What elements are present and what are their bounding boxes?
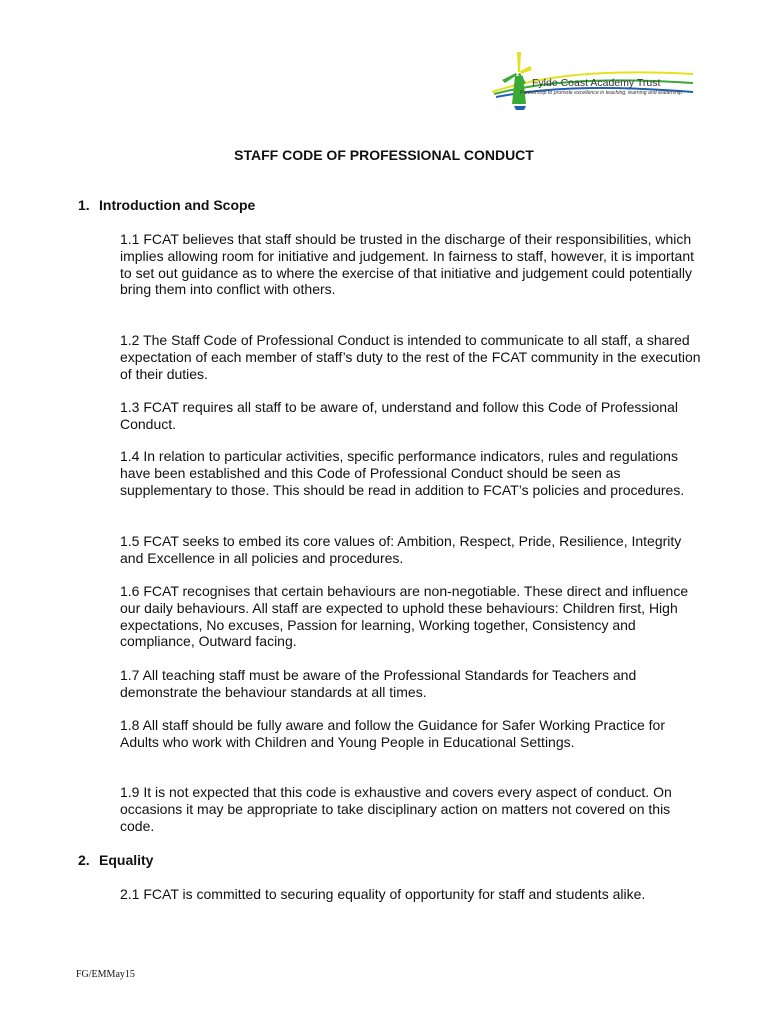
paragraph-1-8: 1.8 All staff should be fully aware and follow the Guidance for Safer Working Practice for Adults who work with Children and Young People in Educational Settings. <box>120 717 665 750</box>
paragraph-1-2: 1.2 The Staff Code of Professional Conduct is intended to communicate to all staff, a shared expectation of each member of staff’s duty to the rest of the FCAT community in the execution of their duties. <box>120 332 701 382</box>
section-title: Introduction and Scope <box>99 197 256 213</box>
paragraph-1-1: 1.1 FCAT believes that staff should be trusted in the discharge of their responsibilities, which implies allowing room for initiative and judgement. In fairness to staff, however, it is important to set out guidance as to where the exercise of that initiative and judgement could potentially bring them into conflict with others. <box>120 231 695 298</box>
paragraph-1-6: 1.6 FCAT recognises that certain behaviours are non-negotiable. These direct and influence our daily behaviours. All staff are expected to uphold these behaviours: Children first, High expectations, No excuses, Passion for learning, Working together, Consistency and compliance, Outward facing. <box>120 583 689 650</box>
section-heading-equality <box>78 852 153 869</box>
logo-title: Fylde Coast Academy Trust <box>532 77 661 89</box>
paragraph-1-5: 1.5 FCAT seeks to embed its core values of: Ambition, Respect, Pride, Resilience, Integrity and Excellence in all policies and procedures. <box>120 533 682 566</box>
paragraph-1-9: 1.9 It is not expected that this code is exhaustive and covers every aspect of conduct. On occasions it may be appropriate to take disciplinary action on matters not covered on this code. <box>120 784 672 834</box>
section-number: 1. <box>78 197 90 213</box>
page-title: STAFF CODE OF PROFESSIONAL CONDUCT <box>234 147 534 163</box>
footer-code: FG/EMMay15 <box>76 969 135 980</box>
paragraph-1-4: 1.4 In relation to particular activities, specific performance indicators, rules and regulations have been established and this Code of Professional Conduct should be seen as supplementary to those. This should be read in addition to FCAT’s policies and procedures. <box>120 448 685 498</box>
section-number: 2. <box>78 852 90 868</box>
logo-tagline: Partnership to promote excellence in teaching, learning and leadership <box>520 90 683 96</box>
section-title: Equality <box>99 852 154 868</box>
section-heading-introduction <box>78 197 255 214</box>
paragraph-2-1: 2.1 FCAT is committed to securing equality of opportunity for staff and students alike. <box>120 886 646 902</box>
paragraph-1-7: 1.7 All teaching staff must be aware of the Professional Standards for Teachers and demonstrate the behaviour standards at all times. <box>120 667 637 700</box>
paragraph-1-3: 1.3 FCAT requires all staff to be aware of, understand and follow this Code of Professional Conduct. <box>120 399 678 432</box>
fcat-logo <box>488 50 698 110</box>
